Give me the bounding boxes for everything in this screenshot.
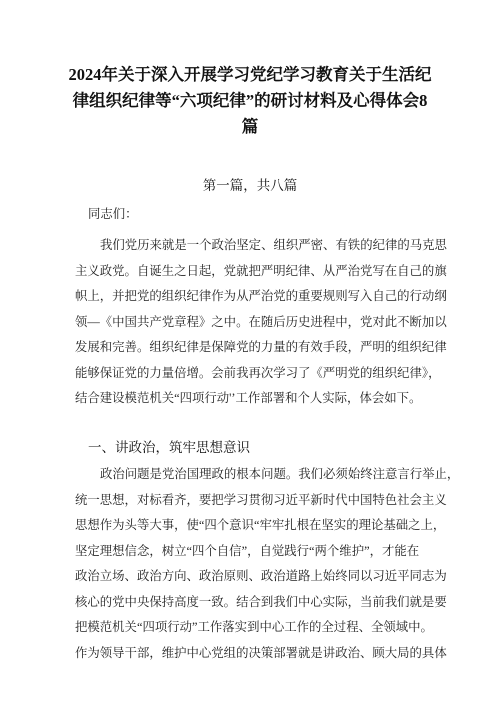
paragraph-line: 发展和完善。组织纪律是保障党的力量的有效手段，严明的组织纪律: [75, 340, 447, 354]
paragraph-line: 领—《中国共产党章程》之中。在随后历史进程中，党对此不断加以: [75, 314, 447, 329]
paragraph-line: 作为领导干部，维护中心党组的决策部署就是讲政治、顾大局的具体: [75, 645, 447, 660]
body-paragraph-1: [75, 233, 447, 412]
title-line: 律组织纪律等“六项纪律”的研讨材料及心得体会8: [72, 91, 428, 110]
title-line: 2024年关于深入开展学习党纪学习教育关于生活纪: [68, 65, 432, 84]
paragraph-line: 能够保证党的力量倍增。会前我再次学习了《严明党的组织纪律》，: [75, 365, 441, 380]
salutation: 同志们：: [88, 207, 138, 221]
title-line: 篇: [241, 117, 259, 136]
section-heading-1: 一、讲政治，筑牢思想意识: [88, 440, 250, 455]
paragraph-line: 坚定理想信念，树立“四个自信”，自觉践行“两个维护”，才能在: [75, 543, 420, 558]
paragraph-line: 核心的党中央保持高度一致。结合到我们中心实际，当前我们就是要: [75, 594, 447, 609]
paragraph-line: 主义政党。自诞生之日起，党就把严明纪律、从严治党写在自己的旗: [75, 263, 447, 278]
paragraph-line: 政治问题是党治国理政的根本问题。我们必须始终注意言行举止，: [100, 467, 460, 481]
part-heading: 第一篇，共八篇: [202, 178, 298, 193]
paragraph-line: 思想作为头等大事，使“四个意识“牢牢扎根在坚实的理论基础之上，: [75, 518, 446, 532]
paragraph-line: 统一思想，对标看齐，要把学习贯彻习近平新时代中国特色社会主义: [75, 492, 447, 507]
body-paragraph-2: [75, 462, 460, 666]
paragraph-line: 我们党历来就是一个政治坚定、组织严密、有铁的纪律的马克思: [100, 238, 447, 252]
paragraph-line: 结合建设模范机关“四项行动'’工作部署和个人实际，体会如下。: [75, 391, 422, 405]
paragraph-line: 政治立场、政治方向、政治原则、政治道路上始终同以习近平同志为: [75, 569, 447, 583]
paragraph-line: 帜上，并把党的组织纪律作为从严治党的重要规则写入自己的行动纲: [75, 289, 447, 303]
document-title: [60, 62, 440, 140]
paragraph-line: 把模范机关“四项行动”工作落实到中心工作的全过程、全领域中。: [75, 620, 433, 634]
